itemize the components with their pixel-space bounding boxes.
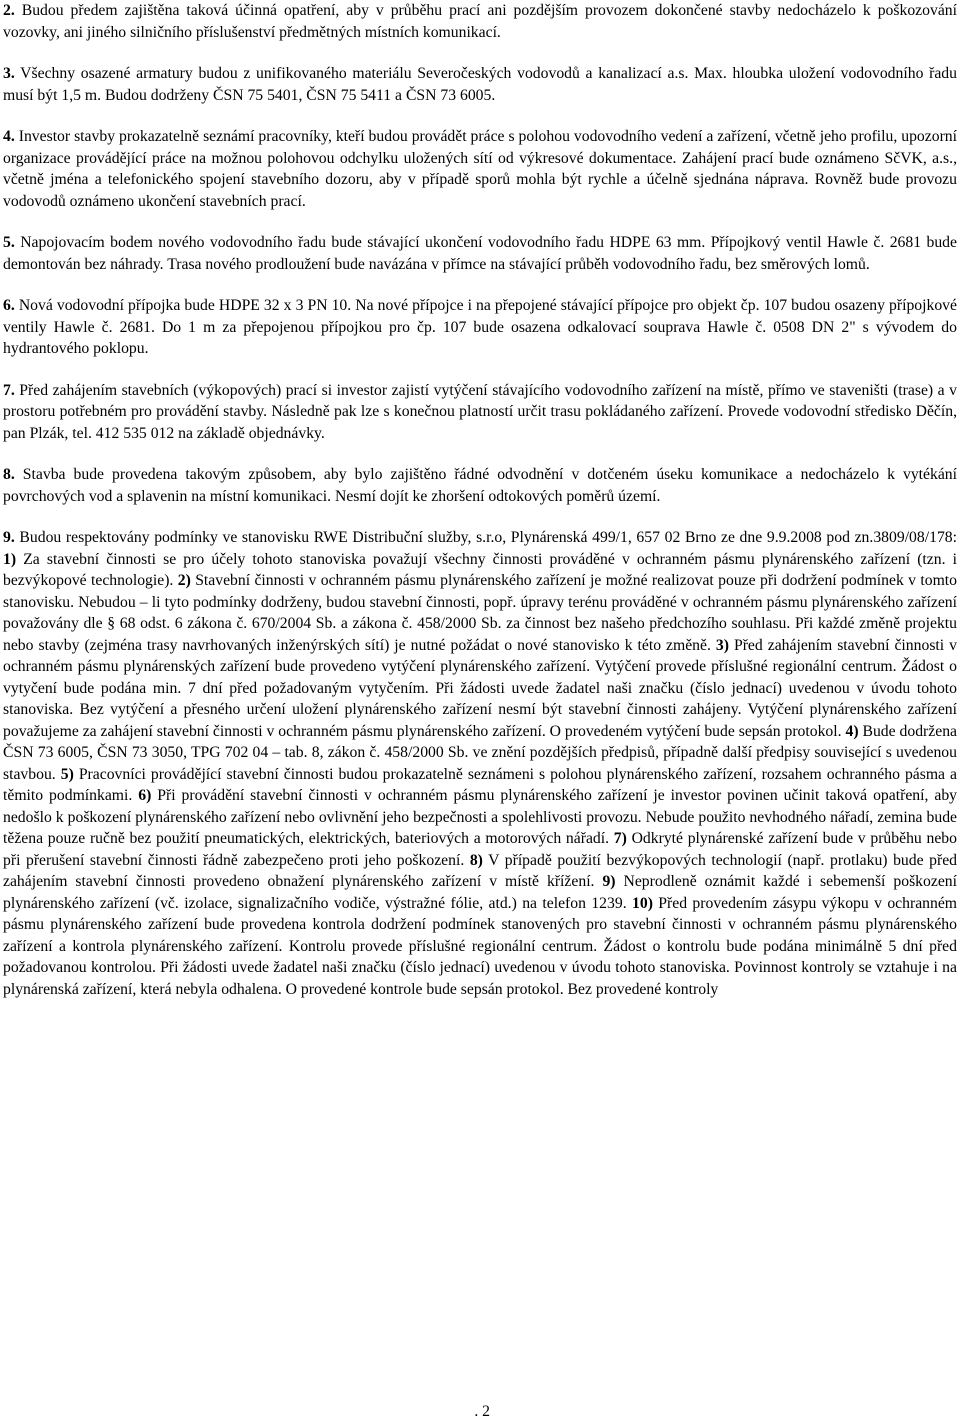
condition-number: 8) [469,851,483,869]
paragraph-number: 6. [3,297,15,314]
paragraph-number: 7. [3,381,15,399]
paragraph-number: 3. [3,65,15,82]
paragraph-text: Stavba bude provedena takovým způsobem, aby bylo zajištěno řádné odvodnění v dotčeném úseku komunikace a nedocházelo k vytékání povrchových vod a splavenin na místní komunikaci. Nesmí dojít ke zhoršení odtokových poměrů území. [3,466,957,505]
paragraph-6 [3,295,957,360]
condition-number: 3) [715,636,729,654]
paragraph-text: Bude dodržena ČSN 73 6005, ČSN 73 3050, TPG 702 04 – tab. 8, zákon č. 458/2000 Sb. ve znění pozdějších předpisů, případně další předpisy související s uvedenou stavbou. [3,722,958,783]
paragraph-3 [3,63,957,106]
condition-number: 5) [60,765,74,783]
paragraph-text: Před zahájením stavebních (výkopových) prací si investor zajistí vytýčení stávajícího vodovodního zařízení na místě, přímo ve staveništi (trase) a v prostoru potřebném pro provádění stavby. Následně pak lze s konečnou platností určit trasu pokládaného zařízení. Provede vodovodní středisko Děčín, pan Plzák, tel. 412 535 012 na základě objednávky. [3,381,957,442]
paragraph-7 [3,380,957,445]
paragraph-9 [3,527,957,1000]
paragraph-text: Neprodleně oznámit každé i sebemenší poškození plynárenského zařízení (vč. izolace, signalizačního vodiče, výstražné fólie, atd.) na telefon 1239. [3,873,957,912]
condition-number: 7) [613,830,627,847]
paragraph-text: Odkryté plynárenské zařízení bude v průběhu nebo při přerušení stavební činnosti řádně zabezpečeno proti jeho poškození. [3,830,957,869]
paragraph-text: Za stavební činnosti se pro účely tohoto stanoviska považují všechny činnosti prováděné v ochranném pásmu plynárenského zařízení (tzn. i bezvýkopové technologie). [3,550,957,589]
paragraph-2 [3,0,957,43]
paragraph-text: Při provádění stavební činnosti v ochranném pásmu plynárenského zařízení je investor povinen učinit taková opatření, aby nedošlo k poškození plynárenského zařízení nebo ovlivnění jeho bezpečnosti a spolehlivosti provozu. Nebude použito nevhodného nářadí, zemina bude těžena pouze ručně bez použití pneumatických, elektrických, bateriových a motorových nářadí. [3,787,958,847]
paragraph-text: Před provedením zásypu výkopu v ochranném pásmu plynárenského zařízení bude provedena kontrola dodržení podmínek stanovených pro stavební činnosti v ochranném pásmu plynárenského zařízení a kontrola plynárenského zařízení. Kontrolu provede příslušné regionální centrum. Žádost o kontrolu bude podána minimálně 5 dní před požadovanou kontrolou. Při žádosti uvede žadatel naši značku (číslo jednací) uvedenou v úvodu tohoto stanoviska. Povinnost kontroly se vztahuje i na plynárenská zařízení, která nebyla odhalena. O provedené kontrole bude sepsán protokol. Bez provedené kontroly [3,894,958,998]
paragraph-8 [3,464,957,507]
paragraph-4 [3,126,957,212]
condition-number: 9) [602,873,616,890]
paragraph-number: 5. [3,234,15,251]
condition-number: 6) [138,787,152,804]
paragraph-5 [3,232,957,275]
page-number: . 2 [474,1403,490,1420]
paragraph-text: Všechny osazené armatury budou z unifikovaného materiálu Severočeských vodovodů a kanalizací a.s. Max. hloubka uložení vodovodního řadu musí být 1,5 m. Budou dodrženy ČSN 75 5401, ČSN 75 5411 a ČSN 73 6005. [3,65,957,104]
paragraph-number: 2. [3,2,15,19]
condition-number: 10) [632,894,653,912]
paragraph-text: Napojovacím bodem nového vodovodního řadu bude stávající ukončení vodovodního řadu HDPE 63 mm. Přípojkový ventil Hawle č. 2681 bude demontován bez náhrady. Trasa nového prodloužení bude navázána v přímce na stávající průběh vodovodního řadu, bez směrových lomů. [3,234,957,273]
paragraph-text: Budou předem zajištěna taková účinná opatření, aby v průběhu prací ani pozdějším provozem dokončené stavby nedocházelo k poškozování vozovky, ani jiného silničního příslušenství předmětných místních komunikací. [3,2,957,41]
paragraph-text: Investor stavby prokazatelně seznámí pracovníky, kteří budou provádět práce s polohou vodovodního vedení a zařízení, včetně jeho profilu, upozorní organizace provádějící práce na možnou polohovou odchylku uložených sítí od výkresové dokumentace. Zahájení prací bude oznámeno SčVK, a.s., včetně jména a telefonického spojení stavebního dozoru, aby v případě sporů mohla být rychle a účelně sjednána náprava. Rovněž bude provozu vodovodů oznámeno ukončení stavebních prací. [3,128,957,210]
condition-number: 1) [3,550,17,568]
paragraph-number: 8. [3,466,15,483]
paragraph-text: Před zahájením stavební činnosti v ochranném pásmu plynárenských zařízení bude provedeno vytýčení plynárenského zařízení. Vytýčení provede příslušné regionální centrum. Žádost o vytyčení bude podána min. 7 dní před požadovaným vytyčením. Při žádosti uvede žadatel naši značku (číslo jednací) uvedenou v úvodu tohoto stanoviska. Bez vytýčení a přesného určení uložení plynárenského zařízení nesmí být stavební činnosti zahájeny. Vytýčení plynárenského zařízení považujeme za zahájení stavební činnosti v ochranném pásmu plynárenského zařízení. O provedeném vytýčení bude sepsán protokol. [3,636,957,740]
condition-number: 2) [177,572,191,589]
document-body [3,0,957,1000]
paragraph-number: 9. [3,529,15,546]
paragraph-number: 4. [3,128,15,145]
paragraph-text: Budou respektovány podmínky ve stanovisku RWE Distribuční služby, s.r.o, Plynárenská 499/1, 657 02 Brno ze dne 9.9.2008 pod zn.3809/08/178: [14,529,957,546]
paragraph-text: Nová vodovodní přípojka bude HDPE 32 x 3 PN 10. Na nové přípojce i na přepojené stávající přípojce pro objekt čp. 107 budou osazeny přípojkové ventily Hawle č. 2681. Do 1 m za přepojenou přípojkou pro čp. 107 bude osazena odkalovací souprava Hawle č. 0508 DN 2" s vývodem do hydrantového poklopu. [3,297,957,357]
paragraph-text: Stavební činnosti v ochranném pásmu plynárenského zařízení je možné realizovat pouze při dodržení podmínek v tomto stanovisku. Nebudou – li tyto podmínky dodrženy, budou stavební činnosti, popř. úpravy terénu prováděné v ochranném pásmu plynárenského zařízení považovány dle § 68 odst. 6 zákona č. 670/2004 Sb. a zákona č. 458/2000 Sb. za činnost bez našeho předchozího souhlasu. Při každé změně projektu nebo stavby (zejména trasy navrhovaných inženýrských sítí) je nutné požádat o nové stanovisko k této změně. [3,572,957,654]
paragraph-text: Pracovníci provádějící stavební činnosti budou prokazatelně seznámeni s polohou plynárenského zařízení, rozsahem ochranného pásma a těmito podmínkami. [3,765,957,804]
paragraph-text: V případě použití bezvýkopových technologií (např. protlaku) bude před zahájením stavební činnosti provedeno obnažení plynárenského zařízení v místě křížení. [3,851,957,890]
condition-number: 4) [845,722,859,740]
